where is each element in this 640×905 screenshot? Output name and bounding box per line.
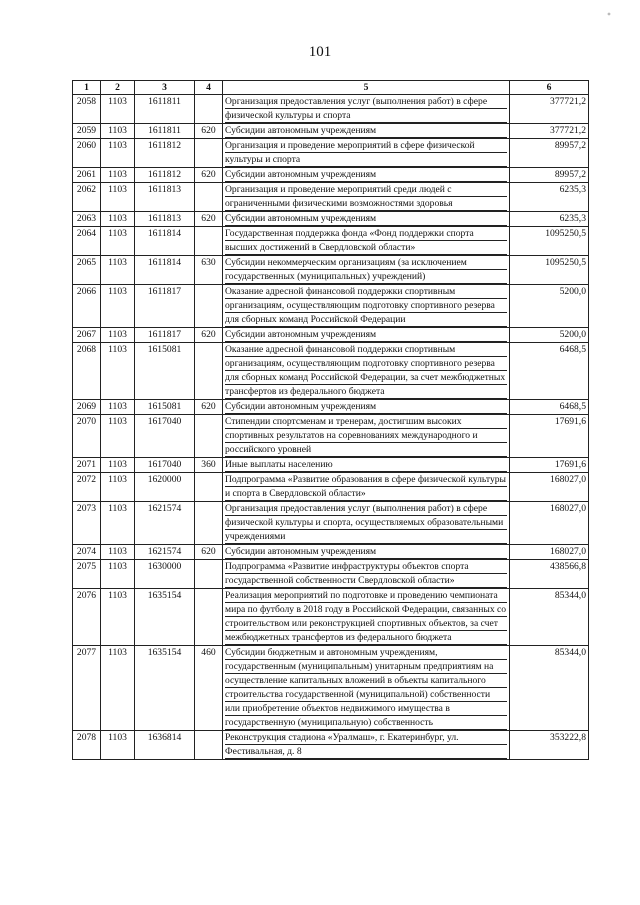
item-name-cell: Иные выплаты населению — [223, 458, 510, 473]
target-article-cell: 1615081 — [135, 343, 195, 400]
amount-cell: 353222,8 — [510, 731, 589, 760]
table-row — [73, 227, 589, 256]
item-name-cell: Оказание адресной финансовой поддержки спортивным организациям, осуществляющим подготовку спортивного резерва для сборных команд Российской Федерации, за счет межбюджетных трансфертов из федерального бюджета — [223, 343, 510, 400]
table-row — [73, 139, 589, 168]
expense-type-cell — [195, 95, 223, 124]
row-number-cell: 2066 — [73, 285, 101, 328]
item-name-cell: Реализация мероприятий по подготовке и проведению чемпионата мира по футболу в 2018 году в Российской Федерации, связанных со строительством или реконструкцией спортивных объектов, за счет межбюджетных трансфертов из федерального бюджета — [223, 589, 510, 646]
section-code-cell: 1103 — [101, 183, 135, 212]
section-code-cell: 1103 — [101, 458, 135, 473]
section-code-cell: 1103 — [101, 256, 135, 285]
row-number-cell: 2064 — [73, 227, 101, 256]
section-code-cell: 1103 — [101, 731, 135, 760]
item-name-cell: Подпрограмма «Развитие инфраструктуры объектов спорта государственной собственности Свердловской области» — [223, 560, 510, 589]
row-number-cell: 2071 — [73, 458, 101, 473]
amount-cell: 438566,8 — [510, 560, 589, 589]
amount-cell: 168027,0 — [510, 545, 589, 560]
expense-type-cell — [195, 560, 223, 589]
table-row — [73, 545, 589, 560]
section-code-cell: 1103 — [101, 415, 135, 458]
table-row — [73, 502, 589, 545]
section-code-cell: 1103 — [101, 400, 135, 415]
amount-cell: 1095250,5 — [510, 256, 589, 285]
item-name-cell: Подпрограмма «Развитие образования в сфере физической культуры и спорта в Свердловской области» — [223, 473, 510, 502]
target-article-cell: 1635154 — [135, 589, 195, 646]
table-row — [73, 256, 589, 285]
expense-type-cell — [195, 502, 223, 545]
table-row — [73, 168, 589, 183]
item-name-cell: Стипендии спортсменам и тренерам, достигшим высоких спортивных результатов на соревнованиях международного и российского уровней — [223, 415, 510, 458]
column-header: 6 — [510, 81, 589, 95]
table-header-row — [73, 81, 589, 95]
section-code-cell: 1103 — [101, 589, 135, 646]
row-number-cell: 2075 — [73, 560, 101, 589]
amount-cell: 6235,3 — [510, 183, 589, 212]
amount-cell: 1095250,5 — [510, 227, 589, 256]
section-code-cell: 1103 — [101, 285, 135, 328]
target-article-cell: 1611813 — [135, 212, 195, 227]
row-number-cell: 2077 — [73, 646, 101, 731]
target-article-cell: 1615081 — [135, 400, 195, 415]
expense-type-cell: 360 — [195, 458, 223, 473]
item-name-cell: Субсидии автономным учреждениям — [223, 124, 510, 139]
table-row — [73, 95, 589, 124]
row-number-cell: 2072 — [73, 473, 101, 502]
section-code-cell: 1103 — [101, 646, 135, 731]
amount-cell: 85344,0 — [510, 646, 589, 731]
expense-type-cell: 620 — [195, 168, 223, 183]
item-name-cell: Организация и проведение мероприятий в сфере физической культуры и спорта — [223, 139, 510, 168]
expense-type-cell — [195, 473, 223, 502]
section-code-cell: 1103 — [101, 227, 135, 256]
target-article-cell: 1630000 — [135, 560, 195, 589]
section-code-cell: 1103 — [101, 328, 135, 343]
scan-mark — [605, 10, 613, 18]
table-row — [73, 400, 589, 415]
target-article-cell: 1621574 — [135, 502, 195, 545]
expense-type-cell — [195, 139, 223, 168]
section-code-cell: 1103 — [101, 95, 135, 124]
amount-cell: 168027,0 — [510, 502, 589, 545]
item-name-cell: Субсидии автономным учреждениям — [223, 328, 510, 343]
budget-table — [72, 80, 589, 760]
expense-type-cell: 620 — [195, 400, 223, 415]
target-article-cell: 1636814 — [135, 731, 195, 760]
row-number-cell: 2067 — [73, 328, 101, 343]
section-code-cell: 1103 — [101, 343, 135, 400]
expense-type-cell — [195, 343, 223, 400]
amount-cell: 17691,6 — [510, 458, 589, 473]
item-name-cell: Государственная поддержка фонда «Фонд поддержки спорта высших достижений в Свердловской области» — [223, 227, 510, 256]
expense-type-cell — [195, 731, 223, 760]
column-header: 4 — [195, 81, 223, 95]
column-header: 5 — [223, 81, 510, 95]
target-article-cell: 1611814 — [135, 227, 195, 256]
table-row — [73, 731, 589, 760]
table-row — [73, 560, 589, 589]
expense-type-cell — [195, 227, 223, 256]
amount-cell: 377721,2 — [510, 95, 589, 124]
table-row — [73, 285, 589, 328]
target-article-cell: 1611817 — [135, 328, 195, 343]
target-article-cell: 1611812 — [135, 168, 195, 183]
section-code-cell: 1103 — [101, 502, 135, 545]
expense-type-cell: 620 — [195, 328, 223, 343]
item-name-cell: Субсидии автономным учреждениям — [223, 400, 510, 415]
expense-type-cell: 630 — [195, 256, 223, 285]
row-number-cell: 2059 — [73, 124, 101, 139]
amount-cell: 377721,2 — [510, 124, 589, 139]
target-article-cell: 1611813 — [135, 183, 195, 212]
row-number-cell: 2068 — [73, 343, 101, 400]
amount-cell: 6468,5 — [510, 400, 589, 415]
amount-cell: 168027,0 — [510, 473, 589, 502]
amount-cell: 6235,3 — [510, 212, 589, 227]
amount-cell: 17691,6 — [510, 415, 589, 458]
table-row — [73, 183, 589, 212]
amount-cell: 5200,0 — [510, 328, 589, 343]
row-number-cell: 2062 — [73, 183, 101, 212]
target-article-cell: 1621574 — [135, 545, 195, 560]
section-code-cell: 1103 — [101, 473, 135, 502]
table-row — [73, 212, 589, 227]
target-article-cell: 1611811 — [135, 95, 195, 124]
amount-cell: 6468,5 — [510, 343, 589, 400]
target-article-cell: 1611814 — [135, 256, 195, 285]
expense-type-cell — [195, 589, 223, 646]
table-row — [73, 415, 589, 458]
row-number-cell: 2058 — [73, 95, 101, 124]
table-row — [73, 328, 589, 343]
column-header: 3 — [135, 81, 195, 95]
item-name-cell: Организация и проведение мероприятий среди людей с ограниченными физическими возможностями здоровья — [223, 183, 510, 212]
amount-cell: 85344,0 — [510, 589, 589, 646]
row-number-cell: 2070 — [73, 415, 101, 458]
section-code-cell: 1103 — [101, 212, 135, 227]
expense-type-cell — [195, 285, 223, 328]
item-name-cell: Организация предоставления услуг (выполнения работ) в сфере физической культуры и спорта — [223, 95, 510, 124]
item-name-cell: Субсидии автономным учреждениям — [223, 168, 510, 183]
target-article-cell: 1611811 — [135, 124, 195, 139]
table-row — [73, 124, 589, 139]
amount-cell: 89957,2 — [510, 168, 589, 183]
target-article-cell: 1617040 — [135, 415, 195, 458]
expense-type-cell — [195, 415, 223, 458]
section-code-cell: 1103 — [101, 124, 135, 139]
target-article-cell: 1617040 — [135, 458, 195, 473]
row-number-cell: 2076 — [73, 589, 101, 646]
section-code-cell: 1103 — [101, 545, 135, 560]
target-article-cell: 1611817 — [135, 285, 195, 328]
item-name-cell: Субсидии бюджетным и автономным учреждениям, государственным (муниципальным) унитарным предприятиям на осуществление капитальных вложений в объекты капитального строительства государственной (муниципальной) собственности или приобретение объектов недвижимого имущества в государственную (муниципальную) собственность — [223, 646, 510, 731]
table-row — [73, 458, 589, 473]
item-name-cell: Субсидии автономным учреждениям — [223, 212, 510, 227]
expense-type-cell — [195, 183, 223, 212]
target-article-cell: 1635154 — [135, 646, 195, 731]
row-number-cell: 2069 — [73, 400, 101, 415]
column-header: 1 — [73, 81, 101, 95]
target-article-cell: 1620000 — [135, 473, 195, 502]
table-row — [73, 343, 589, 400]
table-row — [73, 473, 589, 502]
row-number-cell: 2065 — [73, 256, 101, 285]
item-name-cell: Реконструкция стадиона «Уралмаш», г. Екатеринбург, ул. Фестивальная, д. 8 — [223, 731, 510, 760]
row-number-cell: 2060 — [73, 139, 101, 168]
item-name-cell: Организация предоставления услуг (выполнения работ) в сфере физической культуры и спорта, осуществляемых образовательными учреждениями — [223, 502, 510, 545]
target-article-cell: 1611812 — [135, 139, 195, 168]
amount-cell: 5200,0 — [510, 285, 589, 328]
row-number-cell: 2074 — [73, 545, 101, 560]
column-header: 2 — [101, 81, 135, 95]
section-code-cell: 1103 — [101, 168, 135, 183]
amount-cell: 89957,2 — [510, 139, 589, 168]
item-name-cell: Субсидии некоммерческим организациям (за исключением государственных (муниципальных) учреждений) — [223, 256, 510, 285]
row-number-cell: 2078 — [73, 731, 101, 760]
row-number-cell: 2073 — [73, 502, 101, 545]
expense-type-cell: 460 — [195, 646, 223, 731]
item-name-cell: Оказание адресной финансовой поддержки спортивным организациям, осуществляющим подготовку спортивного резерва для сборных команд Российской Федерации — [223, 285, 510, 328]
table-row — [73, 646, 589, 731]
page-number: 101 — [308, 44, 332, 60]
item-name-cell: Субсидии автономным учреждениям — [223, 545, 510, 560]
row-number-cell: 2061 — [73, 168, 101, 183]
expense-type-cell: 620 — [195, 212, 223, 227]
table-row — [73, 589, 589, 646]
row-number-cell: 2063 — [73, 212, 101, 227]
section-code-cell: 1103 — [101, 139, 135, 168]
expense-type-cell: 620 — [195, 545, 223, 560]
expense-type-cell: 620 — [195, 124, 223, 139]
section-code-cell: 1103 — [101, 560, 135, 589]
